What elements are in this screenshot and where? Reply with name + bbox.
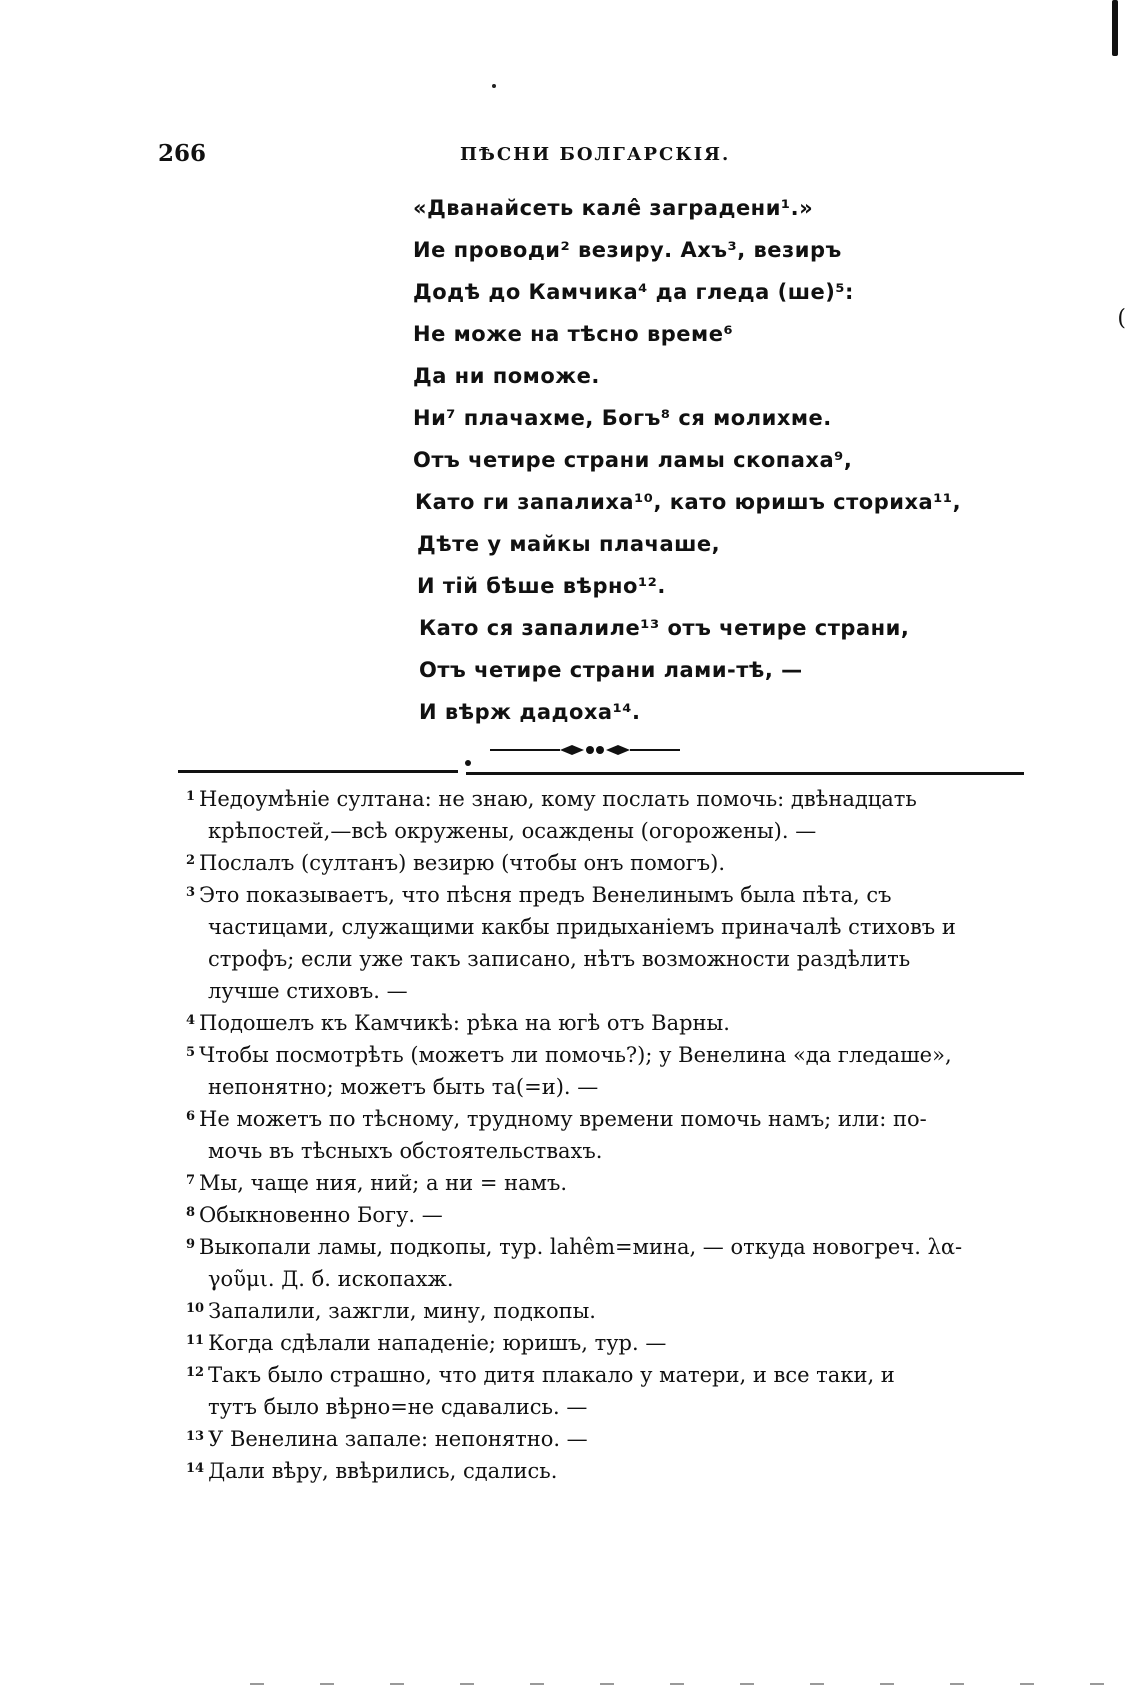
poem-line: Отъ четире страни лами-тѣ, — — [419, 658, 803, 682]
footnote-number: 14 — [186, 1461, 205, 1476]
footnote-rule-right — [466, 772, 1024, 775]
footnote-13 — [186, 1423, 1030, 1455]
footnote-number: 4 — [186, 1013, 196, 1028]
poem-line: Като ся запалиле¹³ отъ четире страни, — [419, 616, 910, 640]
poem-line: И вѣрж дадоха¹⁴. — [419, 700, 641, 724]
footnote-line: Обыкновенно Богу. — — [199, 1203, 443, 1227]
poem-line: И тій бѣше вѣрно¹². — [417, 574, 666, 598]
footnote-6 — [186, 1103, 1030, 1167]
footnote-line: Не можетъ по тѣсному, трудному времени помочь намъ; или: по- — [199, 1107, 927, 1131]
footnote-line: Чтобы посмотрѣть (можетъ ли помочь?); у Венелина «да гледаше», — [199, 1043, 952, 1067]
footnote-8 — [186, 1199, 1030, 1231]
footnote-line: Такъ было страшно, что дитя плакало у матери, и все таки, и — [208, 1363, 895, 1387]
footnotes — [186, 783, 1030, 1487]
scan-edge-paren: ( — [1117, 306, 1126, 331]
ornament-dot — [465, 760, 471, 766]
footnote-line: строфъ; если уже такъ записано, нѣтъ возможности раздѣлить — [208, 947, 911, 971]
footnote-line: Когда сдѣлали нападеніе; юришъ, тур. — — [208, 1331, 667, 1355]
footnote-number: 3 — [186, 885, 196, 900]
footnote-line: частицами, служащими какбы придыханіемъ приначалѣ стиховъ и — [208, 915, 956, 939]
footnote-line: Запалили, зажгли, мину, подкопы. — [208, 1299, 596, 1323]
footnote-line: γοῦμι. Д. б. ископахж. — [208, 1267, 454, 1291]
footnote-line: тутъ было вѣрно=не сдавались. — — [208, 1395, 588, 1419]
footnote-10 — [186, 1295, 1030, 1327]
poem-line: Отъ четире страни ламы скопаха⁹, — [413, 448, 853, 472]
footnote-line: Послалъ (султанъ) везирю (чтобы онъ помогъ). — [199, 851, 726, 875]
footnote-number: 5 — [186, 1045, 196, 1060]
ornament-dash — [490, 743, 680, 757]
footnote-line: Мы, чаще ния, ний; а ни = намъ. — [199, 1171, 567, 1195]
footnote-5 — [186, 1039, 1030, 1103]
footnote-number: 2 — [186, 853, 196, 868]
footnote-line: лучше стиховъ. — — [208, 979, 408, 1003]
bleed-through-trace — [250, 1683, 1110, 1685]
footnote-3 — [186, 879, 1030, 1007]
footnote-number: 12 — [186, 1365, 205, 1380]
footnote-number: 6 — [186, 1109, 196, 1124]
footnote-line: Подошелъ къ Камчикѣ: рѣка на югѣ отъ Варны. — [199, 1011, 730, 1035]
footnote-1 — [186, 783, 1030, 847]
stray-dot — [492, 84, 496, 88]
poem-line: Додѣ до Камчика⁴ да гледа (ше)⁵: — [413, 280, 854, 304]
footnote-number: 13 — [186, 1429, 205, 1444]
footnote-line: мочь въ тѣсныхъ обстоятельствахъ. — [208, 1139, 603, 1163]
footnote-line: У Венелина запале: непонятно. — — [208, 1427, 588, 1451]
page-number: 266 — [158, 140, 207, 167]
footnote-line: крѣпостей,—всѣ окружены, осаждены (огорожены). — — [208, 819, 817, 843]
poem-line: «Дванайсеть кале̂ заградени¹.» — [413, 196, 814, 220]
footnote-line: Дали вѣру, ввѣрились, сдались. — [208, 1459, 558, 1483]
poem-line: Да ни поможе. — [413, 364, 600, 388]
footnote-rule-left — [178, 770, 458, 773]
footnote-12 — [186, 1359, 1030, 1423]
footnote-number: 10 — [186, 1301, 205, 1316]
poem-line: Ие проводи² везиру. Ахъ³, везиръ — [413, 238, 842, 262]
running-head: ПѢСНИ БОЛГАРСКІЯ. — [460, 144, 731, 165]
poem-line: Не може на тѣсно време⁶ — [413, 322, 734, 346]
footnote-number: 7 — [186, 1173, 196, 1188]
footnote-line: непонятно; можетъ быть та(=и). — — [208, 1075, 599, 1099]
scan-edge-mark — [1112, 0, 1118, 56]
footnote-line: Выкопали ламы, подкопы, тур. lahêm=мина, — откуда новогреч. λα- — [199, 1235, 963, 1259]
footnote-7 — [186, 1167, 1030, 1199]
footnote-11 — [186, 1327, 1030, 1359]
footnote-number: 11 — [186, 1333, 205, 1348]
footnote-number: 1 — [186, 789, 196, 804]
footnote-2 — [186, 847, 1030, 879]
poem-line: Ни⁷ плачахме, Богъ⁸ ся молихме. — [413, 406, 832, 430]
footnote-4 — [186, 1007, 1030, 1039]
footnote-number: 9 — [186, 1237, 196, 1252]
poem-line: Дѣте у майкы плачаше, — [417, 532, 721, 556]
footnote-number: 8 — [186, 1205, 196, 1220]
poem-line: Като ги запалиха¹⁰, като юришъ сториха¹¹, — [415, 490, 962, 514]
footnote-14 — [186, 1455, 1030, 1487]
footnote-line: Недоумѣніе султана: не знаю, кому послать помочь: двѣнадцать — [199, 787, 917, 811]
footnote-line: Это показываетъ, что пѣсня предъ Венелинымъ была пѣта, съ — [199, 883, 892, 907]
footnote-9 — [186, 1231, 1030, 1295]
